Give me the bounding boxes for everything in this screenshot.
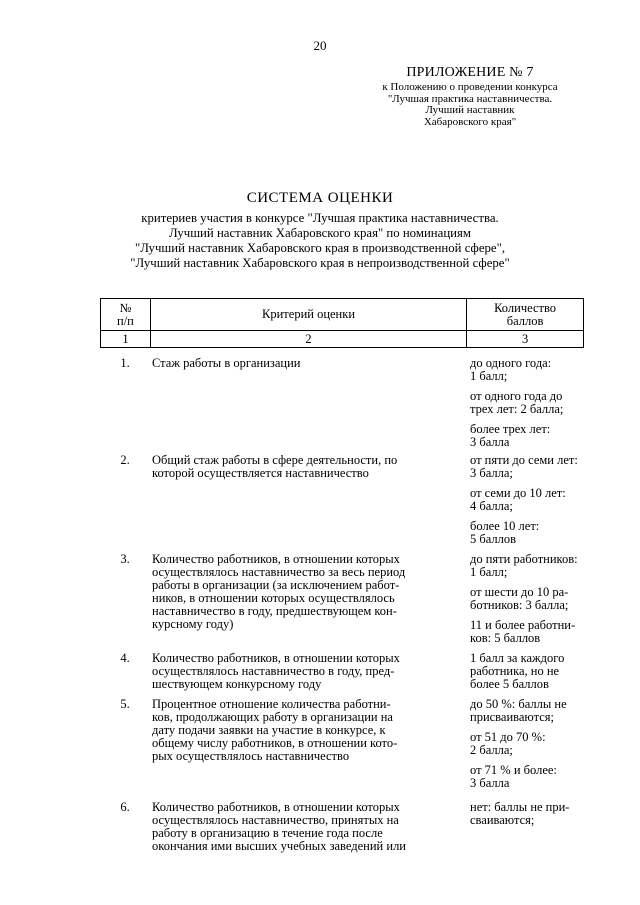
table-row (100, 650, 584, 691)
points-option: от 51 до 70 %: 2 балла; (470, 730, 546, 757)
row-criterion: Количество работников, в отношении которых осуществлялось наставничество в году, пред- шествующем конкурсному году (152, 651, 400, 691)
table-row (100, 799, 584, 853)
points-option: до одного года: 1 балл; (470, 356, 552, 383)
points-option: 11 и более работни- ков: 5 баллов (470, 618, 576, 645)
row-number: 5. (120, 697, 130, 711)
points-option: от пяти до семи лет: 3 балла; (470, 453, 578, 480)
points-option: более 10 лет: 5 баллов (470, 519, 540, 546)
points-option: от одного года до трех лет: 2 балла; (470, 389, 564, 416)
points-option: более трех лет: 3 балла (470, 422, 551, 449)
header-points: Количество баллов (467, 299, 584, 331)
title-block (80, 190, 560, 271)
row-number: 3. (120, 552, 130, 566)
points-option: до 50 %: баллы не присваиваются; (470, 697, 567, 724)
row-criterion: Количество работников, в отношении которых осуществлялось наставничество за весь период работы в организации (за исключением работ- ников, в отношении которых осуществлялось наставничество в году, предшествующем кон- курсному году) (152, 552, 406, 631)
column-number: 2 (150, 331, 466, 348)
row-criterion: Процентное отношение количества работни- ков, продолжающих работу в организации на дату подачи заявки на участие в конкурсе, к общему числу работников, в отношении кото- рых осуществлялось наставничество (152, 697, 398, 763)
column-number: 1 (101, 331, 151, 348)
criteria-table-header (100, 298, 584, 348)
table-row (100, 355, 584, 449)
points-option: от 71 % и более: 3 балла (470, 763, 557, 790)
row-points (470, 650, 584, 691)
row-criterion: Общий стаж работы в сфере деятельности, по которой осуществляется наставничество (152, 453, 398, 480)
row-criterion: Количество работников, в отношении которых осуществлялось наставничество, принятых на работу в организацию в течение года после окончания ими высших учебных заведений или (152, 800, 406, 853)
table-row (100, 452, 584, 546)
appendix-line: "Лучшая практика наставничества. (387, 92, 553, 105)
column-number: 3 (467, 331, 584, 348)
document-title: СИСТЕМА ОЦЕНКИ (246, 190, 394, 206)
row-number: 6. (120, 800, 130, 814)
row-criterion: Стаж работы в организации (152, 356, 301, 370)
row-points (470, 551, 584, 645)
table-row (100, 696, 584, 790)
row-points (470, 355, 584, 449)
appendix-line: к Положению о проведении конкурса (382, 81, 558, 93)
appendix-line: Хабаровского края" (423, 115, 517, 128)
points-option: 1 балл за каждого работника, но не более 5 баллов (470, 651, 565, 691)
row-points (470, 696, 584, 790)
appendix-title: ПРИЛОЖЕНИЕ № 7 (406, 65, 534, 80)
page-number: 20 (313, 38, 327, 53)
row-number: 4. (120, 651, 130, 665)
points-option: от семи до 10 лет: 4 балла; (470, 486, 566, 513)
header-number: № п/п (101, 299, 151, 331)
row-points (470, 799, 584, 827)
criteria-rows (100, 355, 584, 853)
row-number: 1. (120, 356, 130, 370)
table-row (100, 551, 584, 645)
points-option: до пяти работников: 1 балл; (470, 552, 578, 579)
row-number: 2. (120, 453, 130, 467)
points-option: нет: баллы не при- сваиваются; (470, 800, 570, 827)
row-points (470, 452, 584, 546)
document-subtitle: критериев участия в конкурсе "Лучшая практика наставничества. Лучший наставник Хабаровского края" по номинациям "Лучший наставник Хабаровского края в производственной сфере", "Лучший наставник Хабаровского края в непроизводственной сфере" (130, 211, 510, 270)
appendix-line: Лучший наставник (425, 104, 515, 116)
header-criterion: Критерий оценки (150, 299, 466, 331)
points-option: от шести до 10 ра- ботников: 3 балла; (470, 585, 569, 612)
appendix-block (360, 64, 580, 128)
